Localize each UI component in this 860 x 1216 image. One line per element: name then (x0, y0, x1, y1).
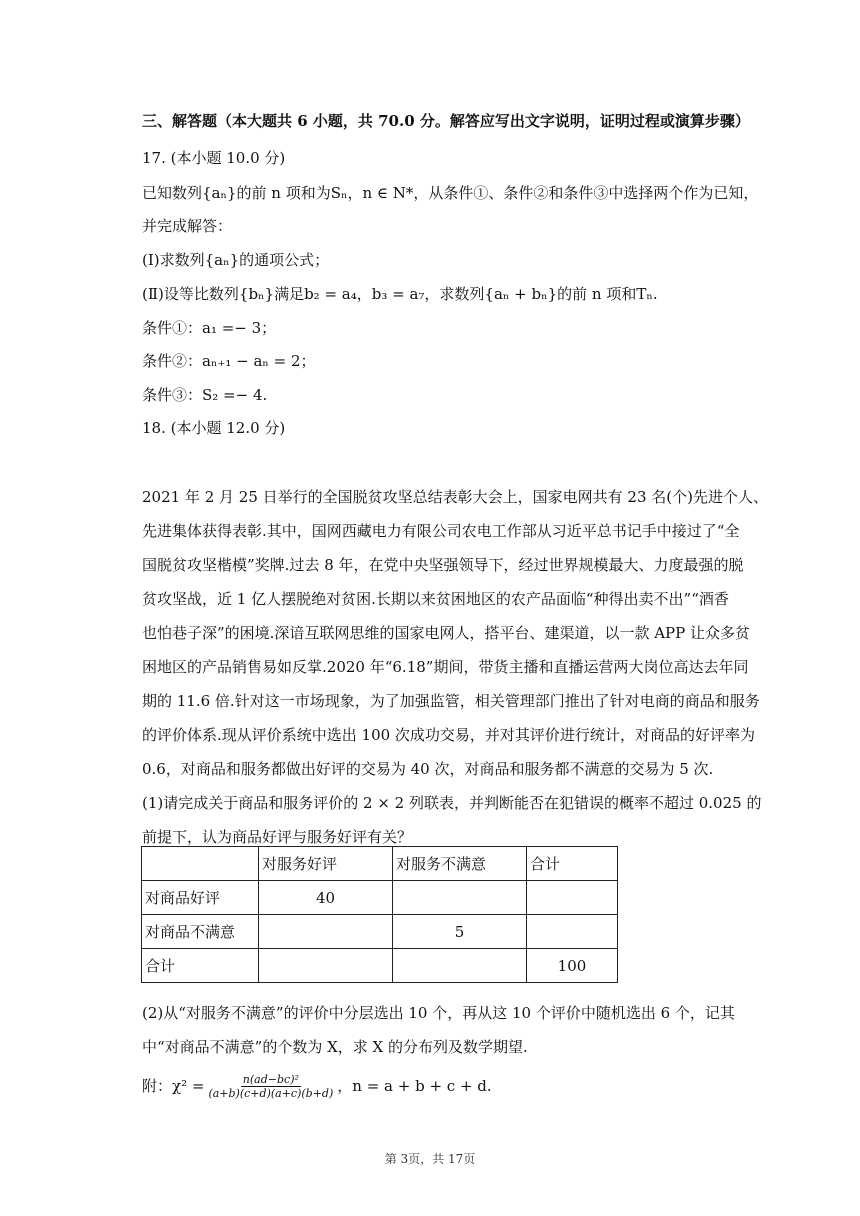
q18-paragraph-line: 0.6，对商品和服务都做出好评的交易为 40 次，对商品和服务都不满意的交易为 5 次. (142, 760, 714, 778)
q18-paragraph-line: 贫攻坚战，近 1 亿人摆脱绝对贫困.长期以来贫困地区的农产品面临“种得出卖不出”“酒香 (142, 590, 729, 608)
chi-square-formula (142, 1068, 492, 1104)
table-cell (259, 915, 393, 949)
formula-denominator: (a+b)(c+d)(a+c)(b+d) (208, 1086, 334, 1100)
q17-part-ii: (Ⅱ)设等比数列{bₙ}满足b₂ = a₄，b₃ = a₇，求数列{aₙ + bₙ}的前 n 项和Tₙ. (142, 285, 658, 303)
q18-part1-line: (1)请完成关于商品和服务评价的 2 × 2 列联表，并判断能否在犯错误的概率不超过 0.025 的 (142, 794, 762, 812)
table-cell: 对商品好评 (142, 881, 259, 915)
table-cell (259, 949, 393, 983)
table-cell (393, 881, 527, 915)
table-cell (527, 915, 618, 949)
q18-paragraph-line: 困地区的产品销售易如反掌.2020 年“6.18”期间，带货主播和直播运营两大岗位高达去年同 (142, 658, 749, 676)
formula-suffix: ，n = a + b + c + d. (337, 1077, 492, 1095)
q17-part-i: (Ⅰ)求数列{aₙ}的通项公式； (142, 251, 330, 269)
table-header-cell: 对服务不满意 (393, 847, 527, 881)
formula-fraction (206, 1073, 335, 1100)
q17-condition-3: 条件③：S₂ =− 4. (142, 386, 268, 404)
table-header-cell (142, 847, 259, 881)
q18-paragraph-line: 先进集体获得表彰.其中，国网西藏电力有限公司农电工作部从习近平总书记手中接过了“全 (142, 522, 740, 540)
q18-header: 18. (本小题 12.0 分) (142, 419, 286, 437)
q18-paragraph-line: 也怕巷子深”的困境.深谙互联网思维的国家电网人，搭平台、建渠道，以一款 APP 让众多贫 (142, 624, 750, 642)
q18-paragraph-line: 期的 11.6 倍.针对这一市场现象，为了加强监管，相关管理部门推出了针对电商的商品和服务 (142, 692, 760, 710)
q18-paragraph-line: 的评价体系.现从评价系统中选出 100 次成功交易，并对其评价进行统计，对商品的好评率为 (142, 726, 755, 744)
q18-paragraph-line: 2021 年 2 月 25 日举行的全国脱贫攻坚总结表彰大会上，国家电网共有 23 名(个)先进个人、 (142, 488, 768, 506)
formula-numerator: n(ad−bc)² (242, 1072, 299, 1086)
table-cell: 5 (393, 915, 527, 949)
q17-condition-1: 条件①：a₁ =− 3； (142, 319, 277, 337)
page-footer: 第 3页，共 17页 (384, 1152, 476, 1166)
q18-part2-line: (2)从“对服务不满意”的评价中分层选出 10 个，再从这 10 个评价中随机选出 6 个，记其 (142, 1004, 735, 1022)
table-row (142, 949, 618, 983)
table-header-row (142, 847, 618, 881)
table-cell: 对商品不满意 (142, 915, 259, 949)
table-row (142, 881, 618, 915)
q17-condition-2: 条件②：aₙ₊₁ − aₙ = 2； (142, 352, 316, 370)
table-cell: 100 (527, 949, 618, 983)
table-cell: 40 (259, 881, 393, 915)
table-header-cell: 对服务好评 (259, 847, 393, 881)
q17-header: 17. (本小题 10.0 分) (142, 149, 286, 167)
q18-paragraph-line: 国脱贫攻坚楷模”奖牌.过去 8 年，在党中央坚强领导下，经过世界规模最大、力度最强的脱 (142, 556, 744, 574)
section-heading: 三、解答题（本大题共 6 小题，共 70.0 分。解答应写出文字说明，证明过程或演算步骤） (142, 112, 750, 130)
table-row (142, 915, 618, 949)
q17-line-1: 已知数列{aₙ}的前 n 项和为Sₙ，n ∈ N*，从条件①、条件②和条件③中选择两个作为已知， (142, 184, 759, 202)
table-cell (527, 881, 618, 915)
q18-part1-line: 前提下，认为商品好评与服务好评有关？ (142, 828, 413, 846)
table-header-cell: 合计 (527, 847, 618, 881)
contingency-table (141, 846, 618, 983)
table-cell: 合计 (142, 949, 259, 983)
q17-line-2: 并完成解答： (142, 217, 233, 235)
q18-part2-line: 中“对商品不满意”的个数为 X，求 X 的分布列及数学期望. (142, 1038, 528, 1056)
table-cell (393, 949, 527, 983)
formula-prefix: 附：χ² = (142, 1077, 205, 1095)
